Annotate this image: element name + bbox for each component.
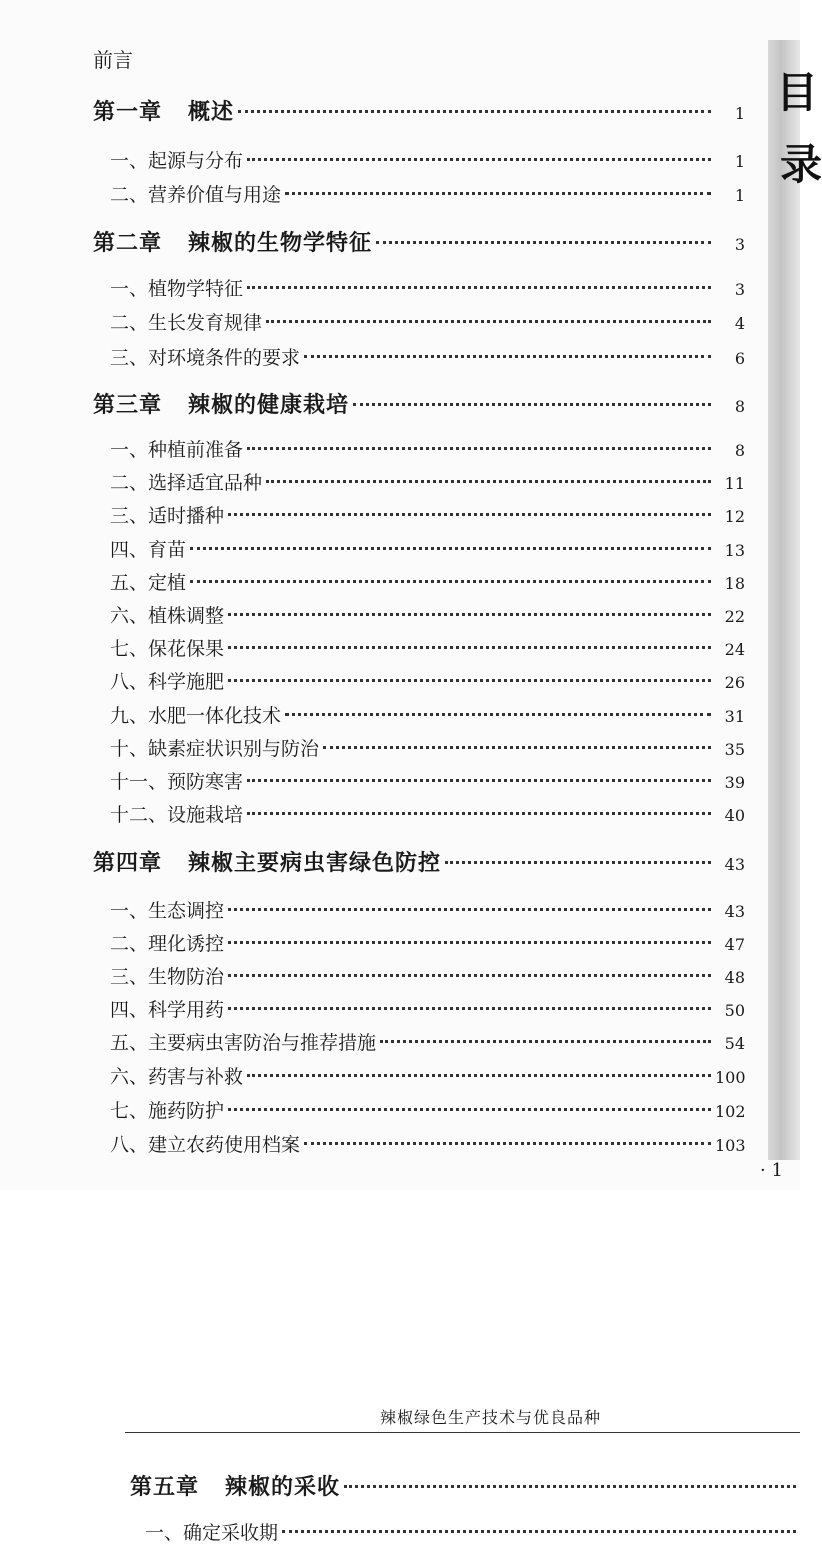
toc-page-number: 1 <box>734 152 745 171</box>
toc-entry-title: 七、保花保果 <box>110 638 225 660</box>
dot-leader <box>228 941 711 944</box>
toc-chapter-entry <box>93 95 745 126</box>
toc-page-number: 18 <box>724 574 745 593</box>
toc-section-entry <box>110 1130 745 1157</box>
toc-page-number: 48 <box>724 968 745 987</box>
toc-entry-title: 一、生态调控 <box>110 900 225 922</box>
dot-leader <box>247 286 711 289</box>
preface-heading: 前言 <box>93 48 133 72</box>
toc-entry-title: 一、确定采收期 <box>145 1522 279 1544</box>
toc-chapter-entry <box>93 226 745 257</box>
toc-page-number: 39 <box>724 773 745 792</box>
toc-page-number: 47 <box>724 935 745 954</box>
toc-section-entry <box>110 535 745 562</box>
toc-entry-title: 一、种植前准备 <box>110 439 244 461</box>
toc-section-entry <box>110 667 745 694</box>
toc-section-entry <box>110 468 745 495</box>
toc-page-number: 11 <box>724 474 745 493</box>
dot-leader <box>228 613 711 616</box>
dot-leader <box>304 355 711 358</box>
toc-page-number: 26 <box>724 673 745 692</box>
chapter-number: 第四章 <box>93 850 163 876</box>
side-title-char-2: 录 <box>780 140 822 189</box>
dot-leader <box>228 1108 711 1111</box>
toc-chapter-entry <box>93 846 745 877</box>
toc-entry-title <box>93 226 372 257</box>
dot-leader <box>228 908 711 911</box>
dot-leader <box>304 1142 711 1145</box>
dot-leader <box>376 241 711 244</box>
dot-leader <box>190 580 711 583</box>
chapter-title: 辣椒主要病虫害绿色防控 <box>188 850 442 876</box>
toc-entry-title: 五、主要病虫害防治与推荐措施 <box>110 1032 377 1054</box>
toc-section-entry <box>110 929 745 956</box>
toc-page-number: 4 <box>734 314 745 333</box>
toc-page-number: 54 <box>724 1034 745 1053</box>
toc-section-entry <box>110 896 745 923</box>
dot-leader <box>285 192 711 195</box>
toc-entry-title: 六、植株调整 <box>110 605 225 627</box>
toc-page-number: 103 <box>715 1136 746 1155</box>
toc-section-entry <box>110 995 745 1022</box>
adjacent-page-strip <box>768 40 822 1160</box>
dot-leader <box>344 1485 796 1488</box>
toc-page-number: 43 <box>724 855 745 874</box>
chapter-number: 第二章 <box>93 230 163 256</box>
dot-leader <box>228 513 711 516</box>
toc-entry-title: 二、理化诱控 <box>110 933 225 955</box>
toc-section-entry <box>110 568 745 595</box>
dot-leader <box>380 1040 711 1043</box>
dot-leader <box>190 547 711 550</box>
chapter-title: 辣椒的健康栽培 <box>188 392 350 418</box>
toc-page-number: 8 <box>734 397 745 416</box>
toc-page-number: 31 <box>724 707 745 726</box>
toc-entry-title: 三、对环境条件的要求 <box>110 347 301 369</box>
toc-page-number: 1 <box>734 186 745 205</box>
page-number: · 1 <box>760 1160 783 1181</box>
toc-page-number: 100 <box>715 1068 746 1087</box>
toc-chapter-entry <box>130 1470 800 1501</box>
toc-entry-title: 七、施药防护 <box>110 1100 225 1122</box>
toc-entry-title: 一、植物学特征 <box>110 278 244 300</box>
dot-leader <box>238 110 711 113</box>
toc-entry-title: 三、适时播种 <box>110 505 225 527</box>
toc-entry-title: 五、定植 <box>110 572 187 594</box>
toc-section-entry <box>110 634 745 661</box>
toc-section-entry <box>110 180 745 207</box>
toc-section-entry <box>110 734 745 761</box>
toc-section-entry <box>110 800 745 827</box>
toc-entry-title <box>93 388 349 419</box>
toc-section-entry <box>110 435 745 462</box>
toc-entry-title: 八、建立农药使用档案 <box>110 1134 301 1156</box>
dot-leader <box>228 679 711 682</box>
dot-leader <box>228 974 711 977</box>
toc-section-entry <box>110 601 745 628</box>
toc-page-number: 40 <box>724 806 745 825</box>
dot-leader <box>445 861 711 864</box>
toc-section-entry <box>110 343 745 370</box>
chapter-title: 概述 <box>188 99 235 125</box>
dot-leader <box>282 1530 796 1533</box>
toc-entry-title: 二、选择适宜品种 <box>110 472 263 494</box>
toc-entry-title: 十、缺素症状识别与防治 <box>110 738 320 760</box>
toc-entry-title <box>130 1470 340 1501</box>
toc-entry-title: 三、生物防治 <box>110 966 225 988</box>
toc-page-number: 8 <box>734 441 745 460</box>
toc-entry-title: 四、科学用药 <box>110 999 225 1021</box>
toc-section-entry <box>110 274 745 301</box>
toc-entry-title <box>93 95 234 126</box>
dot-leader <box>247 447 711 450</box>
side-title-char-1: 目 <box>776 68 819 117</box>
toc-page-number: 3 <box>734 235 745 254</box>
toc-entry-title: 十一、预防寒害 <box>110 771 244 793</box>
toc-section-entry <box>110 146 745 173</box>
toc-chapter-entry <box>93 388 745 419</box>
dot-leader <box>228 646 711 649</box>
toc-entry-title: 四、育苗 <box>110 539 187 561</box>
toc-section-entry <box>110 767 745 794</box>
chapter-title: 辣椒的生物学特征 <box>188 230 373 256</box>
toc-page-number: 13 <box>724 541 745 560</box>
toc-section-entry <box>110 1062 745 1089</box>
toc-page-number: 35 <box>724 740 745 759</box>
dot-leader <box>285 713 711 716</box>
chapter-number: 第五章 <box>130 1474 200 1500</box>
toc-section-entry <box>110 962 745 989</box>
toc-page-number: 6 <box>734 349 745 368</box>
dot-leader <box>323 746 711 749</box>
chapter-number: 第三章 <box>93 392 163 418</box>
toc-entry-title: 十二、设施栽培 <box>110 804 244 826</box>
toc-entry-title: 一、起源与分布 <box>110 150 244 172</box>
dot-leader <box>247 1074 711 1077</box>
dot-leader <box>247 779 711 782</box>
dot-leader <box>353 403 711 406</box>
toc-section-entry <box>110 501 745 528</box>
toc-page-number: 50 <box>724 1001 745 1020</box>
toc-section-entry <box>110 1028 745 1055</box>
chapter-number: 第一章 <box>93 99 163 125</box>
toc-page-number: 22 <box>724 607 745 626</box>
dot-leader <box>266 480 711 483</box>
toc-section-entry <box>110 701 745 728</box>
toc-section-entry <box>110 308 745 335</box>
header-rule <box>125 1432 800 1433</box>
running-head: 辣椒绿色生产技术与优良品种 <box>380 1408 602 1427</box>
toc-page-number: 3 <box>734 280 745 299</box>
toc-entry-title: 八、科学施肥 <box>110 671 225 693</box>
dot-leader <box>266 320 711 323</box>
toc-entry-title <box>93 846 441 877</box>
toc-entry-title: 六、药害与补救 <box>110 1066 244 1088</box>
toc-section-entry <box>145 1518 800 1545</box>
toc-entry-title: 二、生长发育规律 <box>110 312 263 334</box>
toc-page-number: 12 <box>724 507 745 526</box>
dot-leader <box>247 158 711 161</box>
toc-entry-title: 九、水肥一体化技术 <box>110 705 282 727</box>
dot-leader <box>247 812 711 815</box>
dot-leader <box>228 1007 711 1010</box>
toc-page-number: 1 <box>734 104 745 123</box>
toc-section-entry <box>110 1096 745 1123</box>
toc-entry-title: 二、营养价值与用途 <box>110 184 282 206</box>
toc-page-number: 102 <box>715 1102 746 1121</box>
toc-page-number: 24 <box>724 640 745 659</box>
toc-page-number: 43 <box>724 902 745 921</box>
chapter-title: 辣椒的采收 <box>225 1474 341 1500</box>
